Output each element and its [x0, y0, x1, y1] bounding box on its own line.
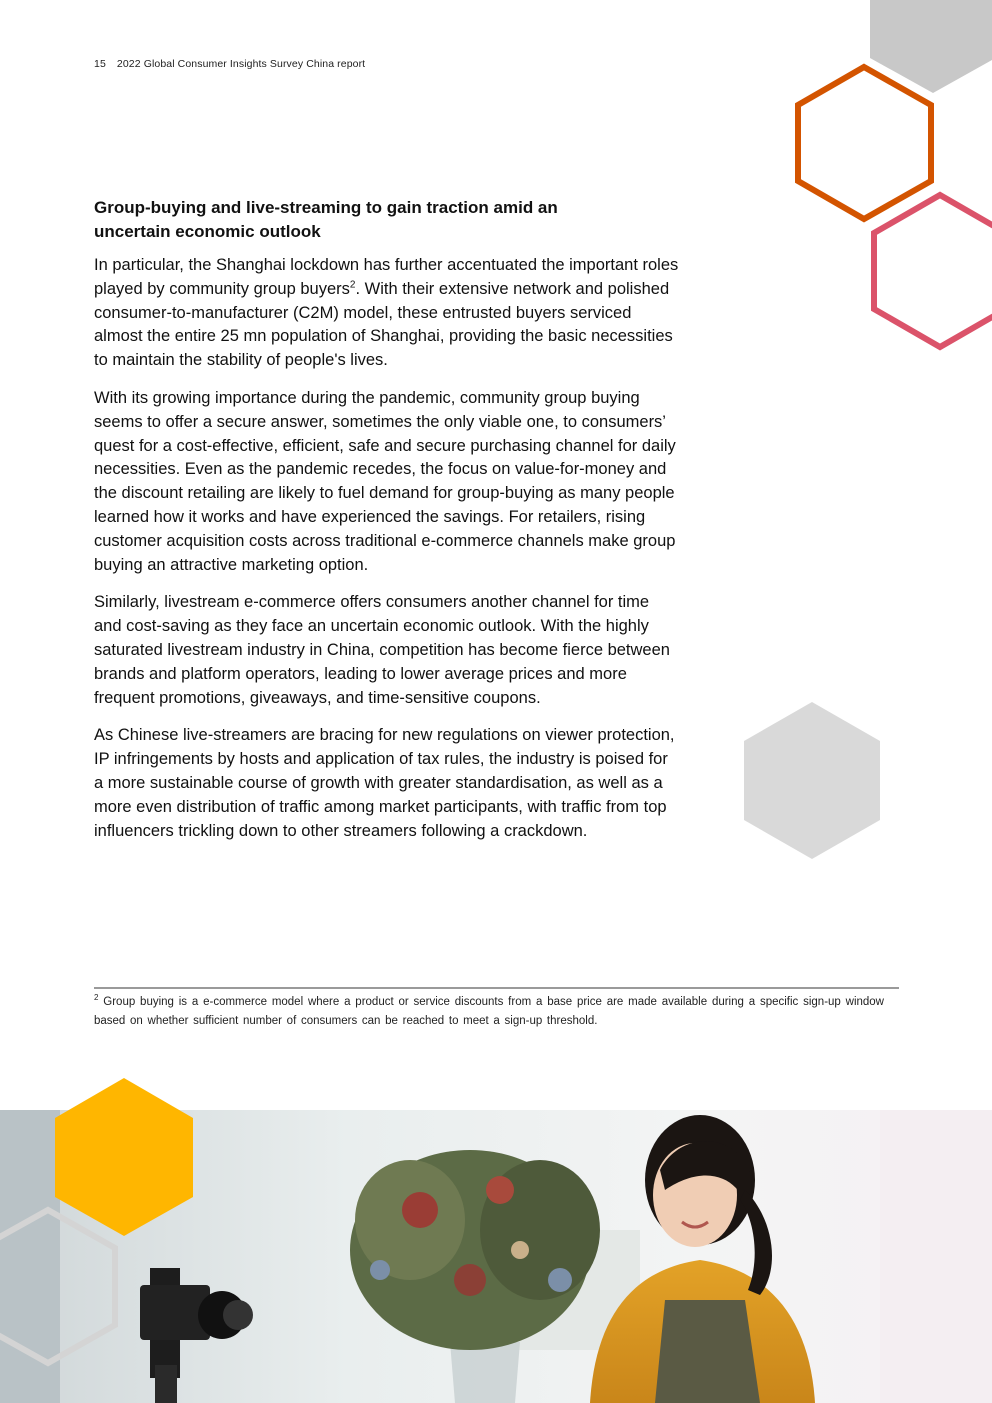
paragraph-1 — [94, 254, 679, 373]
footnote-text: Group buying is a e-commerce model where a product or service discounts from a base price are made available during a specific sign-up window based on whether sufficient number of consumers can be reached to meet a sign-up threshold. — [94, 996, 884, 1027]
paragraph-3: Similarly, livestream e-commerce offers consumers another channel for time and cost-saving as they face an uncertain economic outlook. With the highly saturated livestream industry in China, competition has become fierce between brands and platform operators, leading to lower average prices and more frequent promotions, giveaways, and time-sensitive coupons. — [94, 593, 670, 707]
paragraph-1-text-b: . With their extensive network and polished consumer-to-manufacturer (C2M) model, these entrusted buyers serviced almost the entire 25 mn population of Shanghai, providing the basic necessities to maintain the stability of people's lives. — [94, 279, 673, 370]
hexagon-grey-mid-icon — [744, 702, 880, 859]
paragraph-4: As Chinese live-streamers are bracing for new regulations on viewer protection, IP infringements by hosts and application of tax rules, the industry is poised for a more sustainable course of growth with greater standardisation, as well as a more even distribution of traffic among market participants, with traffic from top influencers trickling down to other streamers following a crackdown. — [94, 726, 675, 840]
section-heading-line2: uncertain economic outlook — [94, 222, 321, 241]
section-heading-line1: Group-buying and live-streaming to gain traction amid an — [94, 198, 558, 217]
vase-icon — [450, 1342, 520, 1403]
footnote-reference[interactable]: 2 — [349, 279, 356, 291]
paragraph-1-text-a: In particular, the Shanghai lockdown has further accentuated the important roles played by community group buyers — [94, 256, 679, 298]
photo-illustration — [0, 1110, 992, 1403]
footnote — [94, 993, 884, 1031]
paragraph-2: With its growing importance during the pandemic, community group buying seems to offer a secure answer, sometimes the only viable one, to consumers’ quest for a cost-effective, efficient, safe and secure purchasing channel for daily necessities. Even as the pandemic recedes, the focus on value-for-money and the discount retailing are likely to fuel demand for group-buying as many people learned how it works and have experienced the savings. For retailers, rising customer acquisition costs across traditional e-commerce channels make group buying an attractive marketing option. — [94, 388, 676, 574]
footnote-marker: 2 — [94, 993, 99, 1003]
article-body — [94, 196, 679, 857]
footnote-divider — [94, 987, 899, 989]
photo-woman-livestreaming — [0, 1110, 992, 1403]
report-title: 2022 Global Consumer Insights Survey China report — [116, 58, 366, 70]
section-heading — [94, 196, 679, 244]
hexagon-pink-outline-icon — [874, 195, 992, 347]
page-number: 15 — [94, 58, 106, 70]
hexagon-orange-outline-icon — [798, 67, 931, 219]
